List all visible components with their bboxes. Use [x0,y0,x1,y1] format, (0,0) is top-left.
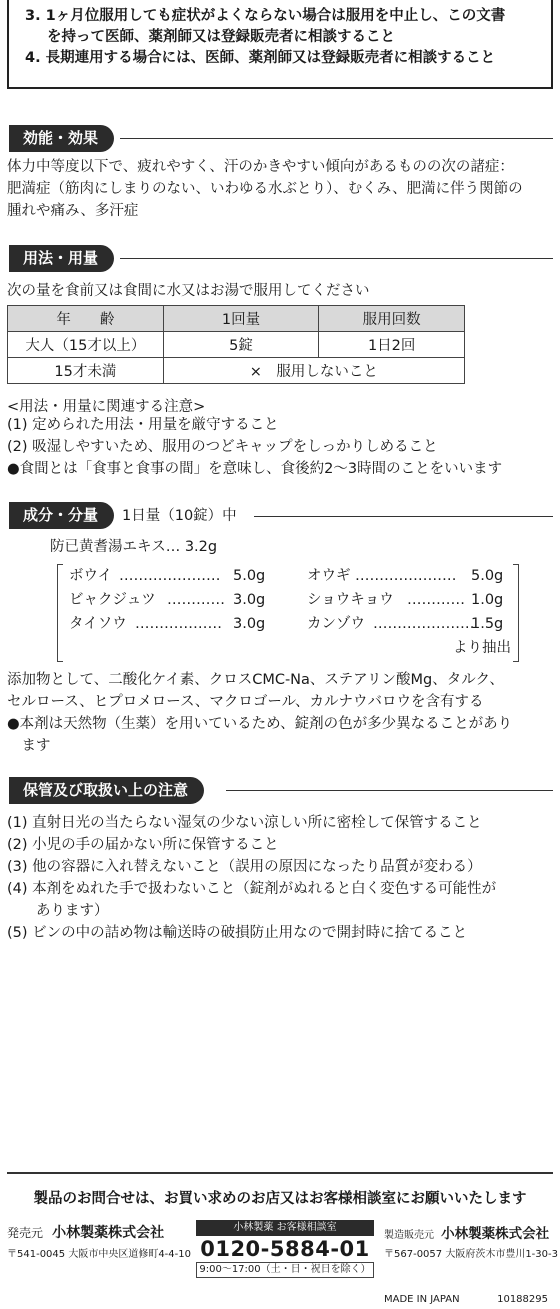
ingredient-dots: ………………… [119,568,221,584]
ingredients-rule [254,516,553,517]
maker-label: 製造販売元 [384,1230,434,1241]
ingredient-name: カンゾウ [307,616,365,632]
row-child-age: 15才未満 [8,358,164,384]
ingredient-dots: ……………… [135,616,222,632]
efficacy-line-1: 体力中等度以下で、疲れやすく、汗のかきやすい傾向があるものの次の諸症： [7,159,514,175]
storage-line-1: (1) 直射日光の当たらない湿気の少ない涼しい所に密栓して保管すること [7,815,482,831]
footer-divider [7,1172,553,1174]
warning-box [7,0,553,89]
col-dose: 1回量 [163,306,319,332]
efficacy-rule [120,138,553,139]
table-row [8,332,465,358]
tel-label: 小林製薬 お客様相談室 [196,1220,374,1236]
dosage-note-3: ●食間とは「食事と食事の間」を意味し、食後約2〜3時間のことをいいます [7,461,503,477]
ingredient-dots: ………… [167,592,225,608]
dosage-table [7,305,465,384]
dosage-rule [120,258,553,259]
efficacy-line-2: 肥満症（筋肉にしまりのない、いわゆる水ぶとり）、むくみ、肥満に伴う関節の [7,181,523,197]
col-age: 年 齢 [8,306,164,332]
ingredient-dots: ………………… [373,616,475,632]
row-child-instruction: × 服用しないこと [163,358,464,384]
warning-item-3-cont: を持って医師、薬剤師又は登録販売者に相談すること [47,29,395,45]
maker-address: 〒567-0057 大阪府茨木市豊川1-30-3 [384,1249,558,1260]
ingredient-amount: 5.0g [471,568,504,584]
additives-line-3: ●本剤は天然物（生薬）を用いているため、錠剤の色が多少異なることがあり [7,716,513,732]
warning-item-4: 4. 長期連用する場合には、医師、薬剤師又は登録販売者に相談すること [25,50,496,66]
maker-name: 小林製薬株式会社 [441,1226,550,1242]
dosage-note-2: (2) 吸湿しやすいため、服用のつどキャップをしっかりしめること [7,439,438,455]
extracted-from: より抽出 [453,640,511,656]
col-frequency: 服用回数 [319,306,465,332]
dosage-intro: 次の量を食前又は食間に水又はお湯で服用してください [7,283,370,299]
warning-item-3: 3. 1ヶ月位服用しても症状がよくならない場合は服用を中止し、この文書 [25,8,506,24]
storage-rule [226,790,553,791]
crude-drug-box [57,564,519,662]
seller-label: 発売元 [7,1226,44,1240]
ingredient-amount: 1.0g [471,592,504,608]
storage-heading: 保管及び取扱い上の注意 [9,777,204,804]
ingredient-name: ビャクジュツ [69,592,156,608]
additives-line-4: ます [7,738,51,754]
product-code: 10188295 [497,1294,548,1305]
seller-address: 〒541-0045 大阪市中央区道修町4-4-10 [7,1249,191,1260]
customer-support-box [196,1220,374,1278]
ingredient-name: オウギ [307,568,351,584]
ingredient-name: ショウキョウ [307,592,394,608]
ingredient-amount: 1.5g [471,616,504,632]
tel-hours: 9:00〜17:00（土・日・祝日を除く） [196,1262,374,1278]
ingredient-name: ボウイ [69,568,113,584]
table-row [8,358,465,384]
seller-name: 小林製薬株式会社 [52,1225,165,1241]
maker-block [384,1222,549,1242]
ingredient-amount: 5.0g [233,568,266,584]
dosage-heading: 用法・用量 [9,245,114,272]
dosage-note-1: (1) 定められた用法・用量を厳守すること [7,417,279,433]
ingredient-dots: ………… [407,592,465,608]
efficacy-heading: 効能・効果 [9,125,114,152]
dosage-table-header [8,306,465,332]
dosage-note-title: <用法・用量に関連する注意> [7,399,206,415]
row-adult-frequency: 1日2回 [319,332,465,358]
efficacy-line-3: 腫れや痛み、多汗症 [7,203,139,219]
storage-line-4: (4) 本剤をぬれた手で扱わないこと（錠剤がぬれると白く変色する可能性が [7,881,497,897]
seller-block [7,1222,164,1242]
tel-number[interactable]: 0120-5884-01 [200,1237,370,1261]
additives-line-2: セルロース、ヒプロメロース、マクロゴール、カルナウバロウを含有する [7,694,484,710]
storage-line-6: (5) ビンの中の詰め物は輸送時の破損防止用なので開封時に捨てること [7,925,468,941]
ingredient-amount: 3.0g [233,616,266,632]
ingredients-basis: 1日量（10錠）中 [122,508,237,524]
efficacy-header [9,125,114,152]
ingredient-amount: 3.0g [233,592,266,608]
row-adult-dose: 5錠 [163,332,319,358]
storage-line-5: あります） [7,903,109,919]
additives-line-1: 添加物として、二酸化ケイ素、クロスCMC-Na、ステアリン酸Mg、タルク、 [7,672,504,688]
storage-line-2: (2) 小児の手の届かない所に保管すること [7,837,279,853]
inquiry-text: 製品のお問合せは、お買い求めのお店又はお客様相談室にお願いいたします [33,1191,527,1207]
ingredients-extract: 防已黄耆湯エキス… 3.2g [50,539,218,555]
row-adult-age: 大人（15才以上） [8,332,164,358]
ingredients-header [9,502,114,529]
dosage-header [9,245,114,272]
storage-header [9,777,204,804]
ingredients-heading: 成分・分量 [9,502,114,529]
storage-line-3: (3) 他の容器に入れ替えないこと（誤用の原因になったり品質が変わる） [7,859,482,875]
made-in: MADE IN JAPAN [384,1294,460,1305]
ingredient-name: タイソウ [69,616,127,632]
ingredient-dots: ………………… [355,568,457,584]
